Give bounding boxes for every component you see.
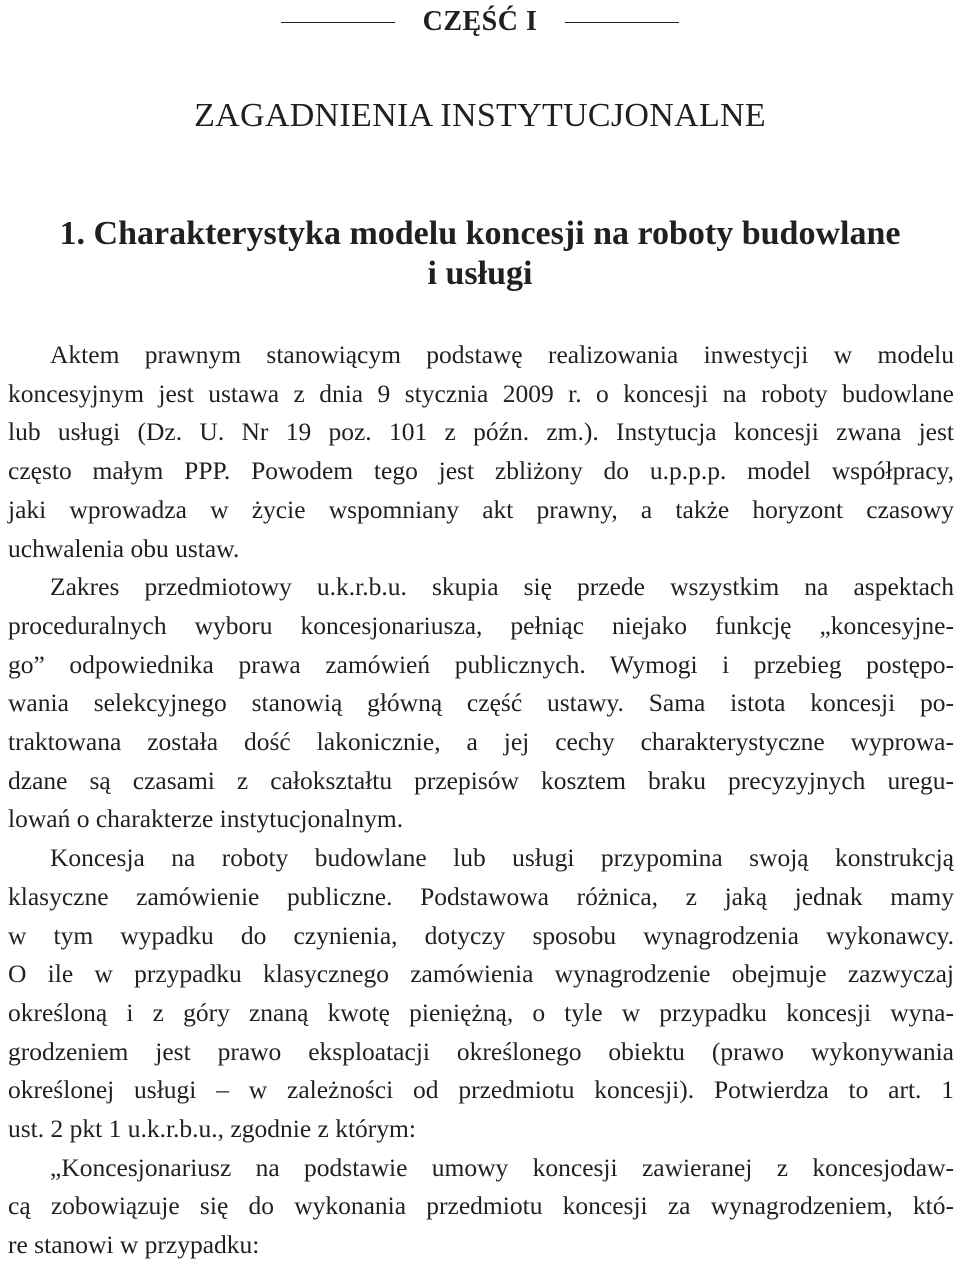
text-line: cą zobowiązuje się do wykonania przedmiotu koncesji za wynagrodzeniem, któ- — [8, 1191, 954, 1221]
body-text — [8, 336, 954, 1265]
paragraph — [8, 568, 954, 839]
text-line: ust. 2 pkt 1 u.k.r.b.u., zgodnie z którym: — [8, 1114, 416, 1144]
text-line: określoną i z góry znaną kwotę pieniężną, o tyle w przypadku koncesji wyna- — [8, 997, 954, 1027]
text-line: Aktem prawnym stanowiącym podstawę realizowania inwestycji w modelu — [50, 340, 954, 369]
part-heading: CZĘŚĆ I — [422, 6, 538, 37]
chapter-heading-line: 1. Charakterystyka modelu koncesji na roboty budowlane — [59, 215, 901, 252]
text-line: proceduralnych wyboru koncesjonariusza, pełniąc niejako funkcję „koncesyjne- — [8, 610, 954, 640]
text-line: koncesyjnym jest ustawa z dnia 9 stycznia 2009 r. o koncesji na roboty budowlane — [8, 378, 954, 408]
chapter-heading-line: i usługi — [427, 255, 533, 292]
text-line: re stanowi w przypadku: — [8, 1230, 260, 1260]
text-line: określonej usługi – w zależności od przedmiotu koncesji). Potwierdza to art. 1 — [8, 1075, 954, 1105]
text-line: lub usługi (Dz. U. Nr 19 poz. 101 z późn. zm.). Instytucja koncesji zwana jest — [8, 417, 954, 447]
section-heading: ZAGADNIENIA INSTYTUCJONALNE — [194, 97, 766, 134]
text-line: O ile w przypadku klasycznego zamówienia wynagrodzenie obejmuje zazwyczaj — [8, 959, 954, 989]
text-line: lowań o charakterze instytucjonalnym. — [8, 804, 404, 834]
left-rule — [281, 22, 395, 23]
text-line: go” odpowiednika prawa zamówień publicznych. Wymogi i przebieg postępo- — [8, 649, 954, 679]
text-line: traktowana została dość lakonicznie, a jej cechy charakterystyczne wyprowa- — [8, 727, 954, 757]
paragraph — [8, 839, 954, 1149]
text-line: uchwalenia obu ustaw. — [8, 533, 240, 563]
text-line: dzane są czasami z całokształtu przepisów kosztem braku precyzyjnych uregu- — [8, 765, 954, 795]
paragraph — [8, 336, 954, 568]
chapter-heading — [0, 214, 960, 294]
right-rule — [565, 22, 679, 23]
text-line: często małym PPP. Powodem tego jest zbliżony do u.p.p.p. model współpracy, — [8, 456, 954, 486]
text-line: Zakres przedmiotowy u.k.r.b.u. skupia się przede wszystkim na aspektach — [50, 572, 954, 602]
text-line: grodzeniem jest prawo eksploatacji określonego obiektu (prawo wykonywania — [8, 1036, 954, 1066]
part-heading-row — [0, 0, 960, 44]
text-line: wania selekcyjnego stanowią główną część ustawy. Sama istota koncesji po- — [8, 688, 954, 718]
text-line: Koncesja na roboty budowlane lub usługi przypomina swoją konstrukcją — [50, 843, 954, 873]
text-line: w tym wypadku do czynienia, dotyczy sposobu wynagrodzenia wykonawcy. — [8, 920, 954, 950]
paragraph — [8, 1149, 954, 1265]
text-line: klasyczne zamówienie publiczne. Podstawowa różnica, z jaką jednak mamy — [8, 881, 954, 911]
text-line: jaki wprowadza w życie wspomniany akt prawny, a także horyzont czasowy — [8, 494, 954, 524]
text-line: „Koncesjonariusz na podstawie umowy koncesji zawieranej z koncesjodaw- — [50, 1152, 954, 1182]
